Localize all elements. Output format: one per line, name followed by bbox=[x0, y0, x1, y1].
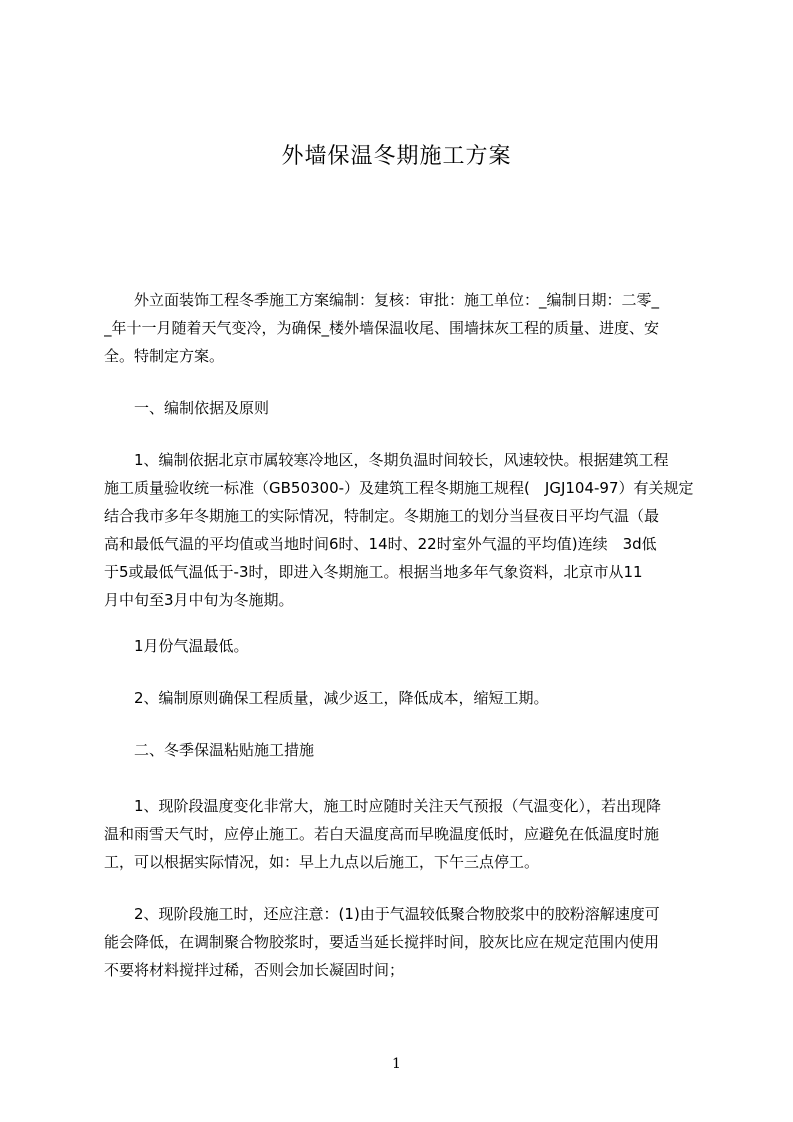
text-line: 能会降低，在调制聚合物胶浆时，要适当延长搅拌时间，胶灰比应在规定范围内使用 bbox=[104, 933, 660, 951]
text-line: 2、现阶段施工时，还应注意：(1)由于气温较低聚合物胶浆中的胶粉溶解速度可 bbox=[104, 905, 660, 923]
text-line: 施工质量验收统一标准（GB50300-）及建筑工程冬期施工规程( JGJ104-97）有关规定 bbox=[104, 479, 694, 497]
text-line: 1、现阶段温度变化非常大，施工时应随时关注天气预报（气温变化），若出现降 bbox=[104, 797, 662, 815]
document-title: 外墙保温冬期施工方案 bbox=[281, 144, 512, 169]
paragraph-intro bbox=[104, 286, 704, 370]
text-line: 于5或最低气温低于-3时，即进入冬期施工。根据当地多年气象资料，北京市从11 bbox=[104, 563, 643, 581]
text-line: 高和最低气温的平均值或当地时间6时、14时、22时室外气温的平均值)连续 3d低 bbox=[104, 535, 657, 553]
section-heading-2 bbox=[104, 736, 704, 764]
paragraph-measure-1 bbox=[104, 792, 704, 876]
paragraph-measure-2 bbox=[104, 900, 704, 984]
text-line: 结合我市多年冬期施工的实际情况，特制定。冬期施工的划分当昼夜日平均气温（最 bbox=[104, 507, 660, 525]
section-heading-1 bbox=[104, 394, 704, 422]
text-line: 2、编制原则确保工程质量，减少返工，降低成本，缩短工期。 bbox=[104, 689, 549, 707]
paragraph-principle bbox=[104, 684, 704, 712]
text-line: 二、冬季保温粘贴施工措施 bbox=[104, 741, 315, 759]
text-line: 外立面装饰工程冬季施工方案编制：复核：审批：施工单位：_编制日期：二零_ bbox=[104, 291, 660, 309]
text-line: 月中旬至3月中旬为冬施期。 bbox=[104, 591, 294, 609]
text-line: 温和雨雪天气时，应停止施工。若白天温度高而早晚温度低时，应避免在低温度时施 bbox=[104, 825, 660, 843]
paragraph-basis bbox=[104, 446, 704, 614]
text-line: 一、编制依据及原则 bbox=[104, 399, 270, 417]
text-line: 不要将材料搅拌过稀，否则会加长凝固时间； bbox=[104, 961, 405, 979]
text-line: 全。特制定方案。 bbox=[104, 347, 225, 365]
text-line: _年十一月随着天气变冷，为确保_楼外墙保温收尾、围墙抹灰工程的质量、进度、安 bbox=[104, 319, 660, 337]
text-line: 工，可以根据实际情况，如：早上九点以后施工，下午三点停工。 bbox=[104, 853, 540, 871]
page-number: 1 bbox=[392, 1056, 401, 1072]
text-line: 1、编制依据北京市属较寒冷地区，冬期负温时间较长，风速较快。根据建筑工程 bbox=[104, 451, 669, 469]
text-line: 1月份气温最低。 bbox=[104, 637, 249, 655]
paragraph-january bbox=[104, 632, 704, 660]
